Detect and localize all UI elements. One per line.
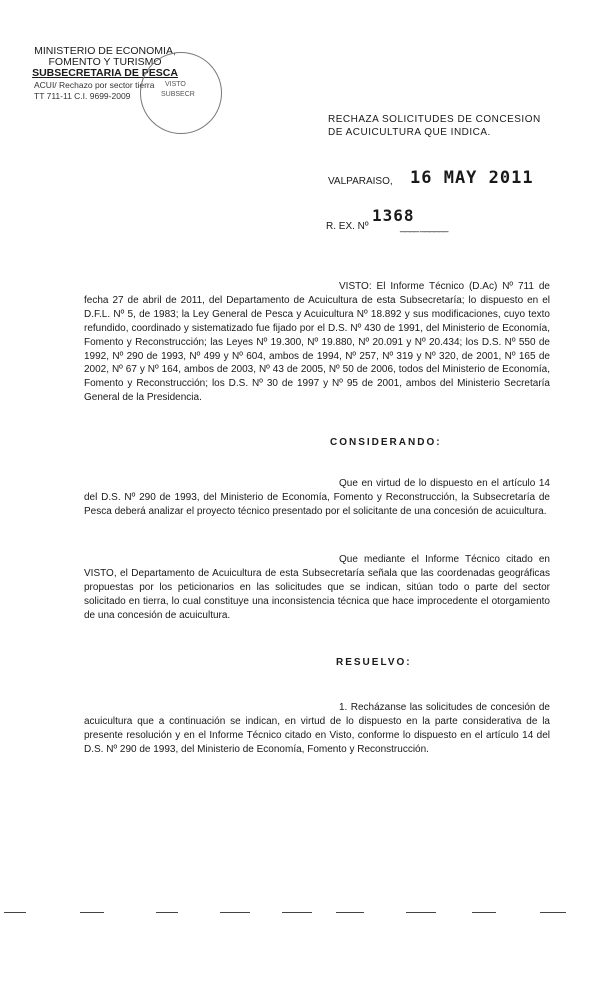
considerando-heading: CONSIDERANDO: <box>330 437 442 448</box>
document-title: RECHAZA SOLICITUDES DE CONCESION DE ACUICULTURA QUE INDICA. <box>328 114 541 138</box>
visto-paragraph: VISTO: El Informe Técnico (D.Ac) Nº 711 de fecha 27 de abril de 2011, del Departamento de Acuicultura de esta Subsecretaría; lo dispuesto en el D.F.L. Nº 5, de 1983; la Ley General de Pesca y Acuicultura Nº 18.892 y sus modificaciones, cuyo texto refundido, coordinado y sistematizado fue fijado por el D.S. Nº 430 de 1991, del Ministerio de Economía, Fomento y Reconstrucción; las Leyes Nº 19.300, Nº 19.880, Nº 20.091 y Nº 20.434; los D.S. Nº 550 de 1992, Nº 290 de 1993, Nº 499 y Nº 604, ambos de 1994, Nº 257, Nº 319 y Nº 320, de 2001, Nº 165 de 2002, Nº 67 y Nº 164, ambos de 2003, Nº 43 de 2005, Nº 50 de 2006, todos del Ministerio de Economía, Fomento y Reconstrucción; los D.S. Nº 30 de 1997 y Nº 95 de 2001, ambos del Ministerio Secretaría General de la Presidencia. <box>84 281 550 404</box>
footer-lines <box>0 912 600 924</box>
reference-line-1: ACUI/ Rechazo por sector tierra <box>34 80 155 90</box>
resuelvo-paragraph-1: 1. Recházanse las solicitudes de concesión de acuicultura que a continuación se indican, en virtud de lo dispuesto en la parte considerativa de la presente resolución y en el Informe Técnico citado en Visto, conforme lo dispuesto en el artículo 14 del D.S. Nº 290 de 1993, del Ministerio de Economía, Fomento y Reconstrucción. <box>84 702 550 755</box>
date-stamp: 16 MAY 2011 <box>410 168 534 188</box>
considerando-paragraph-1: Que en virtud de lo dispuesto en el artículo 14 del D.S. Nº 290 de 1993, del Ministerio de Economía, Fomento y Reconstrucción, la Subsecretaría de Pesca deberá analizar el proyecto técnico presentado por el solicitante de una concesión de acuicultura. <box>84 478 550 517</box>
subsecretaria-name: SUBSECRETARIA DE PESCA <box>32 67 178 79</box>
resolution-label: R. EX. Nº <box>326 221 369 232</box>
considerando-paragraph-2: Que mediante el Informe Técnico citado en VISTO, el Departamento de Acuicultura de esta Subsecretaría señala que las coordenadas geográficas propuestas por los peticionarios en las solicitudes que se indican, sitúan todo o parte del sector solicitado en tierra, lo cual constituye una inconsistencia técnica que hace improcedente el otorgamiento de una concesión de acuicultura. <box>84 554 550 621</box>
ministry-name-2: FOMENTO Y TURISMO <box>48 56 162 68</box>
resolution-underline: ____ ______ <box>400 222 448 233</box>
stamp-text-2: SUBSECR <box>161 91 195 98</box>
ministry-name: MINISTERIO DE ECONOMIA, <box>34 45 176 57</box>
place: VALPARAISO, <box>328 176 393 187</box>
reference-line-2: TT 711-11 C.I. 9699-2009 <box>34 91 131 101</box>
official-stamp <box>140 52 222 134</box>
stamp-text-1: VISTO <box>165 81 186 88</box>
resolution-number: 1368 <box>372 206 415 225</box>
resuelvo-heading: RESUELVO: <box>336 657 412 668</box>
